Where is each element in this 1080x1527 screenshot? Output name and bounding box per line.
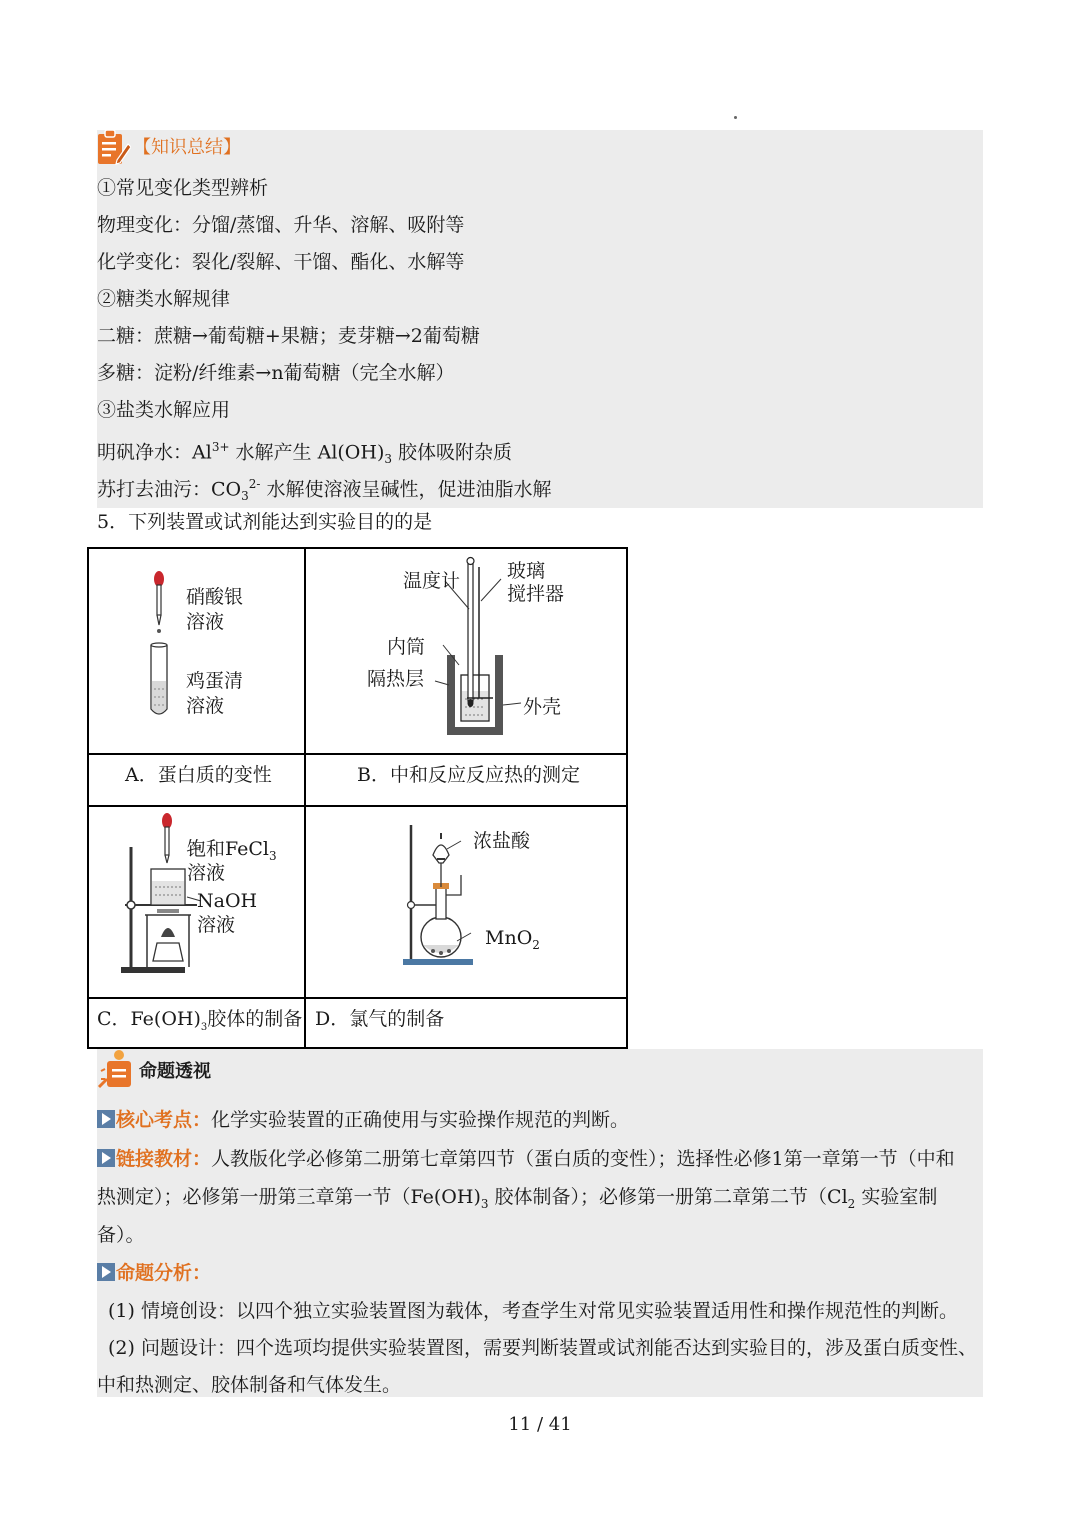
question-stem: 5．下列装置或试剂能达到实验目的的是 (97, 511, 433, 533)
fig-a-label4: 溶液 (186, 695, 225, 717)
summary-s3-line2: 苏打去油污：$CO_3^{2-}$ 水解使溶液呈碱性，促进油脂水解 (97, 477, 552, 504)
option-b-caption: B．中和反应反应热的测定 (357, 764, 580, 786)
summary-s3-title: ③盐类水解应用 (97, 399, 231, 421)
dropper-testtube-figure (139, 569, 179, 721)
fig-b-glass-label2: 搅拌器 (507, 583, 565, 605)
fig-b-inner-label: 内筒 (387, 636, 426, 658)
analysis-p2-line1: (2) 问题设计：四个选项均提供实验装置图，需要判断装置或试剂能否达到实验目的，涉及蛋白质变性、 (108, 1337, 977, 1359)
analysis-p1: (1) 情境创设：以四个独立实验装置图为载体，考查学生对常见实验装置适用性和操作规范性的判断。 (108, 1300, 958, 1322)
analysis-label-line: 命题分析： (97, 1261, 211, 1285)
play-bullet-icon (97, 1263, 115, 1281)
link-textbook-line2: 热测定）；必修第一册第三章第一节（$Fe(OH)_3$ 胶体制备）；必修第一册第二章第二节（$Cl_2$ 实验室制 (97, 1186, 938, 1211)
summary-s1-line1: 物理变化：分馏/蒸馏、升华、溶解、吸附等 (97, 214, 465, 236)
analysis-lamp-icon (97, 1049, 135, 1089)
table-rule (304, 549, 306, 1047)
fig-c-label2: 溶液 (187, 862, 226, 884)
fig-a-label1: 硝酸银 (186, 586, 244, 608)
summary-s3-line1: 明矾净水：$Al^{3+}$ 水解产生 $Al(OH)_3$ 胶体吸附杂质 (97, 440, 513, 467)
options-table (87, 547, 628, 1049)
play-bullet-icon (97, 1149, 115, 1167)
option-a-caption: A．蛋白质的变性 (125, 764, 272, 786)
table-rule (89, 753, 626, 755)
fig-c-label4: 溶液 (197, 914, 236, 936)
stray-dot (734, 116, 737, 119)
summary-header: 【知识总结】 (133, 137, 241, 158)
play-bullet-icon (97, 1110, 115, 1128)
table-rule (89, 805, 626, 807)
page-number: 11 / 41 (508, 1414, 572, 1435)
summary-s1-line2: 化学变化：裂化/裂解、干馏、酯化、水解等 (97, 251, 465, 273)
core-point-line: 核心考点：化学实验装置的正确使用与实验操作规范的判断。 (97, 1108, 629, 1132)
table-rule (89, 997, 626, 999)
fig-c-label1: 饱和FeCl$_3$ (187, 838, 277, 863)
fig-a-label2: 溶液 (186, 611, 225, 633)
fig-d-mno2-label: MnO$_2$ (485, 927, 540, 952)
summary-s2-line1: 二糖：蔗糖→葡萄糖+果糖；麦芽糖→2葡萄糖 (97, 325, 480, 347)
option-c-caption: C．$Fe(OH)_3$胶体的制备 (97, 1008, 303, 1033)
notes-pencil-icon (97, 130, 131, 166)
fig-b-insulation-label: 隔热层 (367, 668, 425, 690)
fig-a-label3: 鸡蛋清 (186, 670, 244, 692)
summary-s1-title: ①常见变化类型辨析 (97, 177, 269, 199)
fig-b-shell-label: 外壳 (523, 696, 562, 718)
link-textbook-line3: 备）。 (97, 1224, 145, 1246)
analysis-p2-line2: 中和热测定、胶体制备和气体发生。 (97, 1374, 402, 1396)
summary-s2-title: ②糖类水解规律 (97, 288, 231, 310)
fig-b-thermometer-label: 温度计 (403, 570, 461, 592)
fig-d-acid-label: 浓盐酸 (473, 830, 531, 852)
fig-b-glass-label1: 玻璃 (507, 560, 546, 582)
link-textbook-line1: 链接教材：人教版化学必修第二册第七章第四节（蛋白质的变性）；选择性必修1第一章第一节（中和 (97, 1147, 955, 1171)
analysis-header: 命题透视 (139, 1061, 211, 1082)
option-d-caption: D．氯气的制备 (315, 1008, 445, 1030)
summary-s2-line2: 多糖：淀粉/纤维素→n葡萄糖（完全水解） (97, 362, 455, 384)
fig-c-label3: NaOH (197, 890, 258, 912)
